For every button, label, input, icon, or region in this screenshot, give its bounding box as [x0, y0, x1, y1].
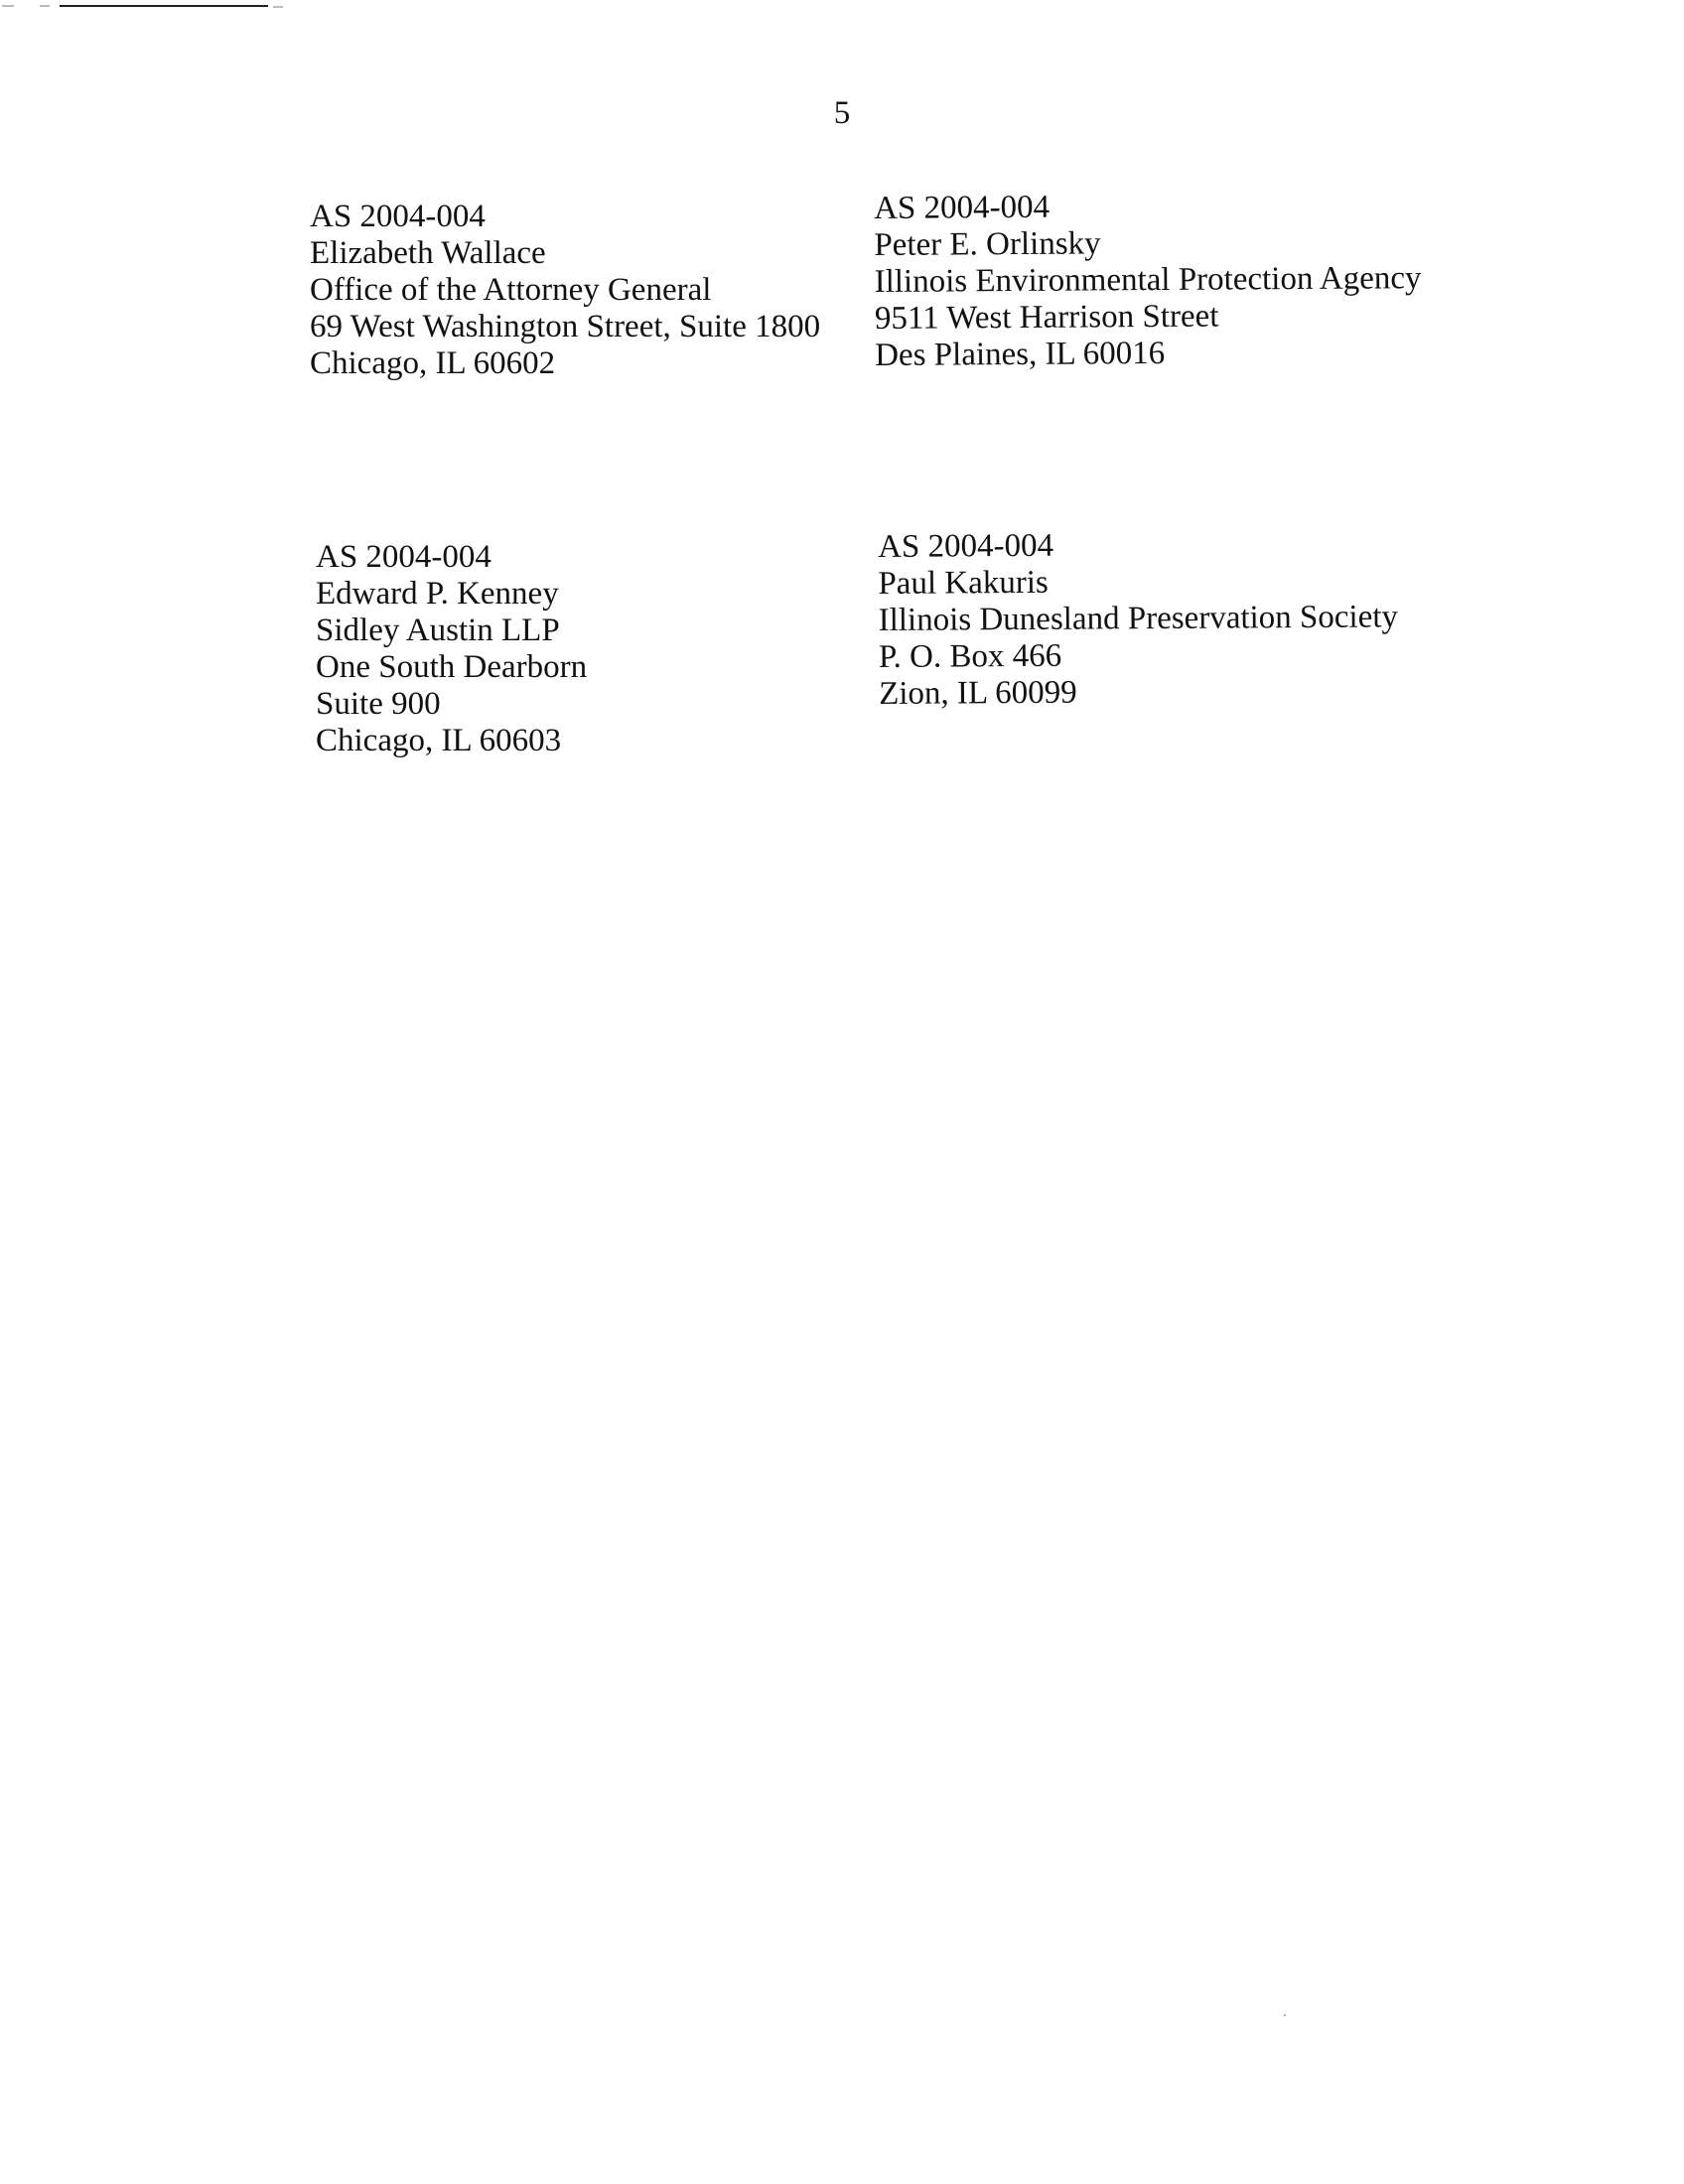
address-line: 9511 West Harrison Street	[874, 298, 1219, 337]
case-number: AS 2004-004	[316, 539, 491, 575]
service-address-kakuris	[878, 525, 1399, 713]
page-number: 5	[833, 95, 851, 131]
service-address-kenney	[316, 539, 587, 759]
service-address-orlinsky	[874, 187, 1422, 374]
address-line: Chicago, IL 60603	[316, 723, 562, 758]
recipient-name: Paul Kakuris	[878, 564, 1049, 602]
recipient-name: Edward P. Kenney	[316, 576, 559, 612]
recipient-name: Elizabeth Wallace	[310, 235, 546, 271]
case-number: AS 2004-004	[874, 189, 1051, 226]
address-line: Illinois Dunesland Preservation Society	[878, 599, 1399, 638]
address-line: Des Plaines, IL 60016	[875, 335, 1166, 373]
address-line: Sidley Austin LLP	[316, 613, 560, 648]
address-line: Suite 900	[316, 686, 441, 722]
service-address-wallace	[310, 199, 820, 382]
address-line: Office of the Attorney General	[310, 272, 712, 308]
address-line: 69 West Washington Street, Suite 1800	[310, 309, 821, 344]
address-line: One South Dearborn	[316, 649, 588, 685]
scan-artifact-line	[0, 0, 288, 14]
address-line: Illinois Environmental Protection Agency	[874, 260, 1422, 300]
address-line: P. O. Box 466	[878, 637, 1062, 675]
case-number: AS 2004-004	[310, 199, 486, 234]
case-number: AS 2004-004	[878, 527, 1054, 565]
address-line: Zion, IL 60099	[879, 674, 1077, 712]
scan-speck	[1284, 2014, 1286, 2016]
recipient-name: Peter E. Orlinsky	[874, 225, 1101, 263]
address-line: Chicago, IL 60602	[310, 345, 556, 381]
